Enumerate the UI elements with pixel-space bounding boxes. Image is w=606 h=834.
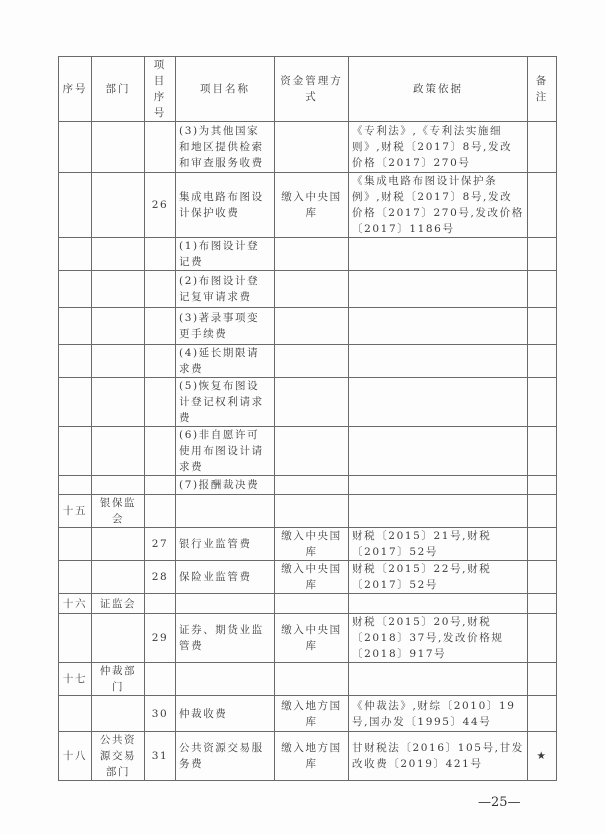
- cell-fund-management: 缴入地方国库: [275, 696, 349, 732]
- cell-dept: [92, 308, 145, 345]
- cell-policy-basis: 财税〔2015〕21号,财税〔2017〕52号: [349, 528, 528, 561]
- cell-dept: [92, 614, 145, 663]
- cell-note: [528, 308, 557, 345]
- table-row: [59, 378, 557, 427]
- cell-policy-basis: 《仲裁法》,财综〔2010〕19号,国办发〔1995〕44号: [349, 696, 528, 732]
- header-item-no: [145, 57, 176, 122]
- cell-item-name: (7)报酬裁决费: [176, 476, 275, 495]
- page-number: —25—: [478, 795, 521, 810]
- cell-note: [528, 345, 557, 378]
- cell-seq: [59, 696, 92, 732]
- cell-policy-basis: [349, 495, 528, 528]
- cell-seq: [59, 308, 92, 345]
- cell-seq: [59, 345, 92, 378]
- cell-item-name: (1)布图设计登记费: [176, 238, 275, 271]
- cell-fund-management: [275, 271, 349, 308]
- cell-fund-management: [275, 495, 349, 528]
- cell-item-no: [145, 427, 176, 476]
- cell-item-name: 集成电路布图设计保护收费: [176, 173, 275, 238]
- cell-item-name: 保险业监管费: [176, 561, 275, 594]
- cell-item-no: [145, 594, 176, 614]
- cell-policy-basis: [349, 271, 528, 308]
- cell-fund-management: [275, 476, 349, 495]
- table-row: [59, 238, 557, 271]
- cell-seq: 十五: [59, 495, 92, 528]
- cell-note: [528, 663, 557, 696]
- cell-dept: 仲裁部门: [92, 663, 145, 696]
- cell-item-no: [145, 308, 176, 345]
- cell-seq: [59, 238, 92, 271]
- cell-item-no: [145, 663, 176, 696]
- cell-dept: [92, 345, 145, 378]
- cell-dept: 证监会: [92, 594, 145, 614]
- cell-policy-basis: [349, 476, 528, 495]
- cell-seq: [59, 378, 92, 427]
- table-row: [59, 495, 557, 528]
- cell-policy-basis: [349, 427, 528, 476]
- cell-item-no: 29: [145, 614, 176, 663]
- cell-policy-basis: 《集成电路布图设计保护条例》,财税〔2017〕8号,发改价格〔2017〕270号,发改价格〔2017〕1186号: [349, 173, 528, 238]
- table-row: [59, 528, 557, 561]
- cell-dept: 银保监会: [92, 495, 145, 528]
- cell-fund-management: [275, 238, 349, 271]
- cell-fund-management: 缴入地方国库: [275, 732, 349, 781]
- cell-policy-basis: [349, 345, 528, 378]
- cell-dept: [92, 238, 145, 271]
- cell-policy-basis: [349, 378, 528, 427]
- cell-fund-management: [275, 663, 349, 696]
- cell-item-no: [145, 271, 176, 308]
- cell-item-no: [145, 238, 176, 271]
- table-row: [59, 427, 557, 476]
- cell-policy-basis: [349, 238, 528, 271]
- cell-note: [528, 696, 557, 732]
- cell-fund-management: [275, 594, 349, 614]
- table-row: [59, 732, 557, 781]
- cell-note: [528, 427, 557, 476]
- table-body: [59, 122, 557, 781]
- cell-note: [528, 614, 557, 663]
- cell-seq: 十六: [59, 594, 92, 614]
- fee-table: [58, 56, 557, 781]
- table-row: [59, 271, 557, 308]
- cell-dept: [92, 378, 145, 427]
- cell-item-no: [145, 495, 176, 528]
- cell-policy-basis: 财税〔2015〕20号,财税〔2018〕37号,发改价格规〔2018〕917号: [349, 614, 528, 663]
- table-row: [59, 614, 557, 663]
- cell-note: [528, 561, 557, 594]
- cell-seq: 十八: [59, 732, 92, 781]
- table-row: [59, 696, 557, 732]
- cell-item-name: [176, 594, 275, 614]
- cell-item-no: 31: [145, 732, 176, 781]
- cell-fund-management: 缴入中央国库: [275, 173, 349, 238]
- table-row: [59, 345, 557, 378]
- cell-item-name: [176, 495, 275, 528]
- header-item-no-line2: 序号: [153, 91, 167, 119]
- cell-dept: [92, 173, 145, 238]
- cell-dept: [92, 122, 145, 173]
- cell-note: [528, 476, 557, 495]
- cell-item-name: (2)布图设计登记复审请求费: [176, 271, 275, 308]
- header-item-no-line1: 项目: [153, 59, 167, 87]
- cell-policy-basis: [349, 308, 528, 345]
- cell-policy-basis: 甘财税法〔2016〕105号,甘发改收费〔2019〕421号: [349, 732, 528, 781]
- cell-note: ★: [528, 732, 557, 781]
- cell-note: [528, 528, 557, 561]
- cell-item-no: [145, 378, 176, 427]
- table-header-row: [59, 57, 557, 122]
- table-row: [59, 594, 557, 614]
- header-note: 备注: [528, 57, 557, 122]
- cell-item-name: (3)著录事项变更手续费: [176, 308, 275, 345]
- cell-seq: 十七: [59, 663, 92, 696]
- cell-item-no: 28: [145, 561, 176, 594]
- cell-item-no: [145, 345, 176, 378]
- cell-note: [528, 173, 557, 238]
- cell-dept: [92, 271, 145, 308]
- table-row: [59, 122, 557, 173]
- header-fund-management: 资金管理方式: [275, 57, 349, 122]
- cell-item-name: 仲裁收费: [176, 696, 275, 732]
- cell-dept: [92, 528, 145, 561]
- cell-note: [528, 238, 557, 271]
- cell-item-name: 银行业监管费: [176, 528, 275, 561]
- cell-item-name: (3)为其他国家和地区提供检索和审查服务收费: [176, 122, 275, 173]
- cell-fund-management: 缴入中央国库: [275, 528, 349, 561]
- header-item-name: 项目名称: [176, 57, 275, 122]
- cell-fund-management: [275, 378, 349, 427]
- cell-seq: [59, 528, 92, 561]
- cell-seq: [59, 561, 92, 594]
- cell-dept: [92, 476, 145, 495]
- cell-note: [528, 378, 557, 427]
- cell-dept: [92, 427, 145, 476]
- cell-dept: [92, 561, 145, 594]
- cell-policy-basis: [349, 663, 528, 696]
- table-row: [59, 561, 557, 594]
- cell-fund-management: 缴入中央国库: [275, 614, 349, 663]
- cell-fund-management: [275, 308, 349, 345]
- table-row: [59, 173, 557, 238]
- cell-fund-management: [275, 345, 349, 378]
- cell-seq: [59, 271, 92, 308]
- cell-item-name: (6)非自愿许可使用布图设计请求费: [176, 427, 275, 476]
- cell-policy-basis: [349, 594, 528, 614]
- cell-note: [528, 122, 557, 173]
- cell-note: [528, 271, 557, 308]
- header-policy-basis: 政策依据: [349, 57, 528, 122]
- cell-item-name: (4)延长期限请求费: [176, 345, 275, 378]
- table-row: [59, 476, 557, 495]
- cell-item-name: 证券、期货业监管费: [176, 614, 275, 663]
- cell-item-no: [145, 476, 176, 495]
- cell-seq: [59, 476, 92, 495]
- cell-fund-management: [275, 122, 349, 173]
- cell-policy-basis: 财税〔2015〕22号,财税〔2017〕52号: [349, 561, 528, 594]
- cell-seq: [59, 427, 92, 476]
- cell-item-no: 26: [145, 173, 176, 238]
- table-row: [59, 308, 557, 345]
- cell-policy-basis: 《专利法》,《专利法实施细则》,财税〔2017〕8号,发改价格〔2017〕270号: [349, 122, 528, 173]
- cell-note: [528, 594, 557, 614]
- cell-fund-management: 缴入中央国库: [275, 561, 349, 594]
- cell-dept: [92, 696, 145, 732]
- cell-item-name: (5)恢复布图设计登记权利请求费: [176, 378, 275, 427]
- cell-item-name: [176, 663, 275, 696]
- cell-fund-management: [275, 427, 349, 476]
- cell-seq: [59, 614, 92, 663]
- cell-item-no: [145, 122, 176, 173]
- cell-item-no: 30: [145, 696, 176, 732]
- cell-dept: 公共资源交易部门: [92, 732, 145, 781]
- cell-seq: [59, 173, 92, 238]
- cell-seq: [59, 122, 92, 173]
- header-seq: 序号: [59, 57, 92, 122]
- cell-item-name: 公共资源交易服务费: [176, 732, 275, 781]
- cell-item-no: 27: [145, 528, 176, 561]
- cell-note: [528, 495, 557, 528]
- table-row: [59, 663, 557, 696]
- header-dept: 部门: [92, 57, 145, 122]
